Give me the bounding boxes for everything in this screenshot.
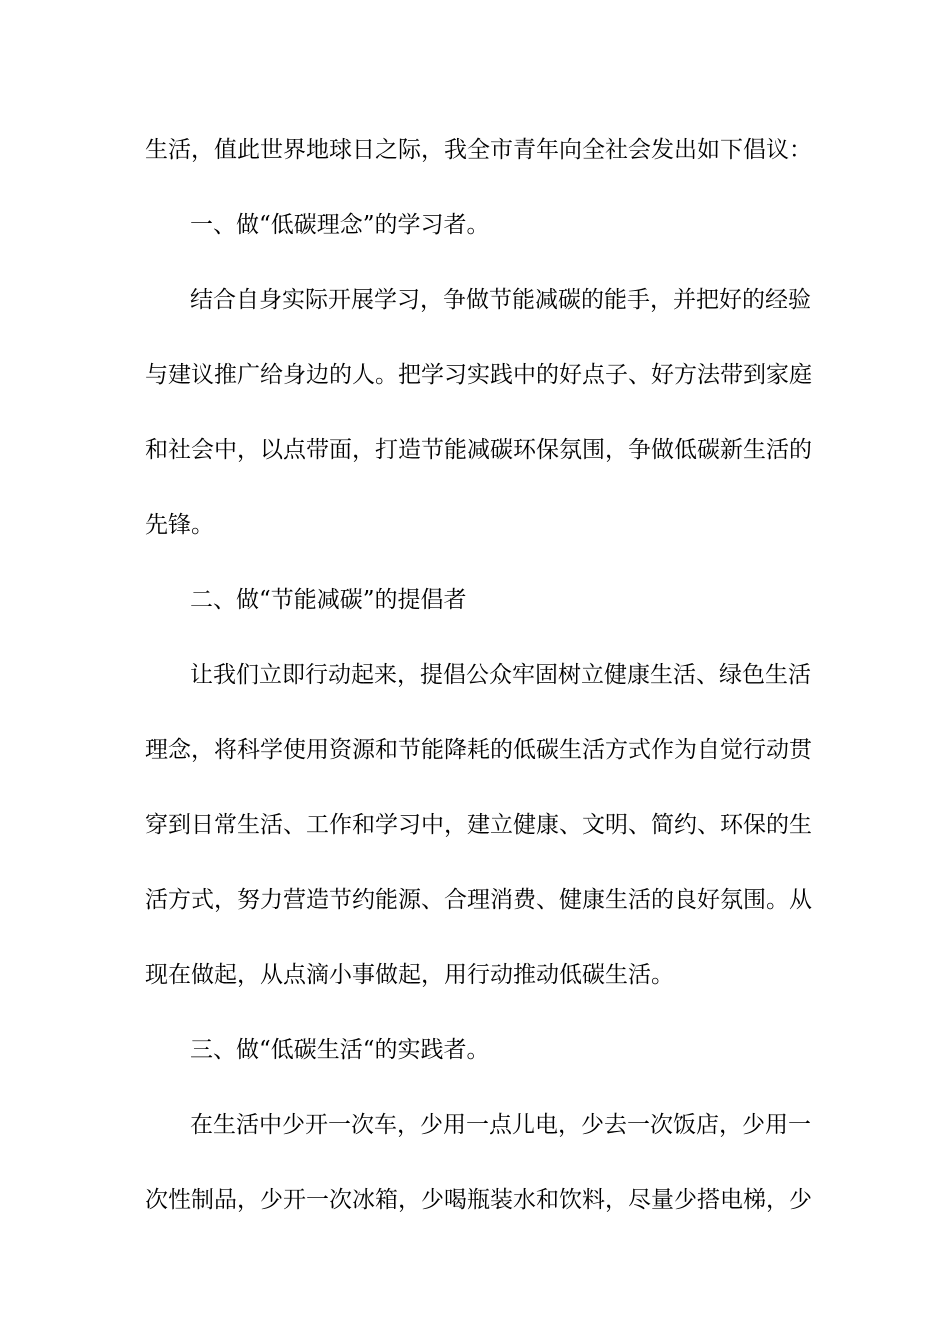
text-line-15: 次性制品，少开一次冰箱，少喝瓶装水和饮料，尽量少搭电梯，少 xyxy=(145,1187,812,1213)
text-line-8: 让我们立即行动起来，提倡公众牢固树立健康生活、绿色生活 xyxy=(190,662,811,688)
text-line-3: 结合自身实际开展学习，争做节能减碳的能手，并把好的经验 xyxy=(190,287,811,313)
section-heading-2: 二、做“节能减碳”的提倡者 xyxy=(190,587,467,613)
text-line-14: 在生活中少开一次车，少用一点儿电，少去一次饭店，少用一 xyxy=(190,1112,811,1138)
text-line-10: 穿到日常生活、工作和学习中，建立健康、文明、简约、环保的生 xyxy=(145,812,812,838)
text-line-9: 理念，将科学使用资源和节能降耗的低碳生活方式作为自觉行动贯 xyxy=(145,737,812,763)
section-heading-3: 三、做“低碳生活“的实践者。 xyxy=(190,1037,490,1063)
text-line-5: 和社会中，以点带面，打造节能减碳环保氛围，争做低碳新生活的 xyxy=(145,437,812,463)
text-line-12: 现在做起，从点滴小事做起，用行动推动低碳生活。 xyxy=(145,962,674,988)
text-line-1: 生活，值此世界地球日之际，我全市青年向全社会发出如下倡议： xyxy=(145,137,812,163)
text-line-6: 先锋。 xyxy=(145,512,214,538)
section-heading-1: 一、做“低碳理念”的学习者。 xyxy=(190,212,490,238)
text-line-11: 活方式，努力营造节约能源、合理消费、健康生活的良好氛围。从 xyxy=(145,887,812,913)
text-line-4: 与建议推广给身边的人。把学习实践中的好点子、好方法带到家庭 xyxy=(145,362,812,388)
